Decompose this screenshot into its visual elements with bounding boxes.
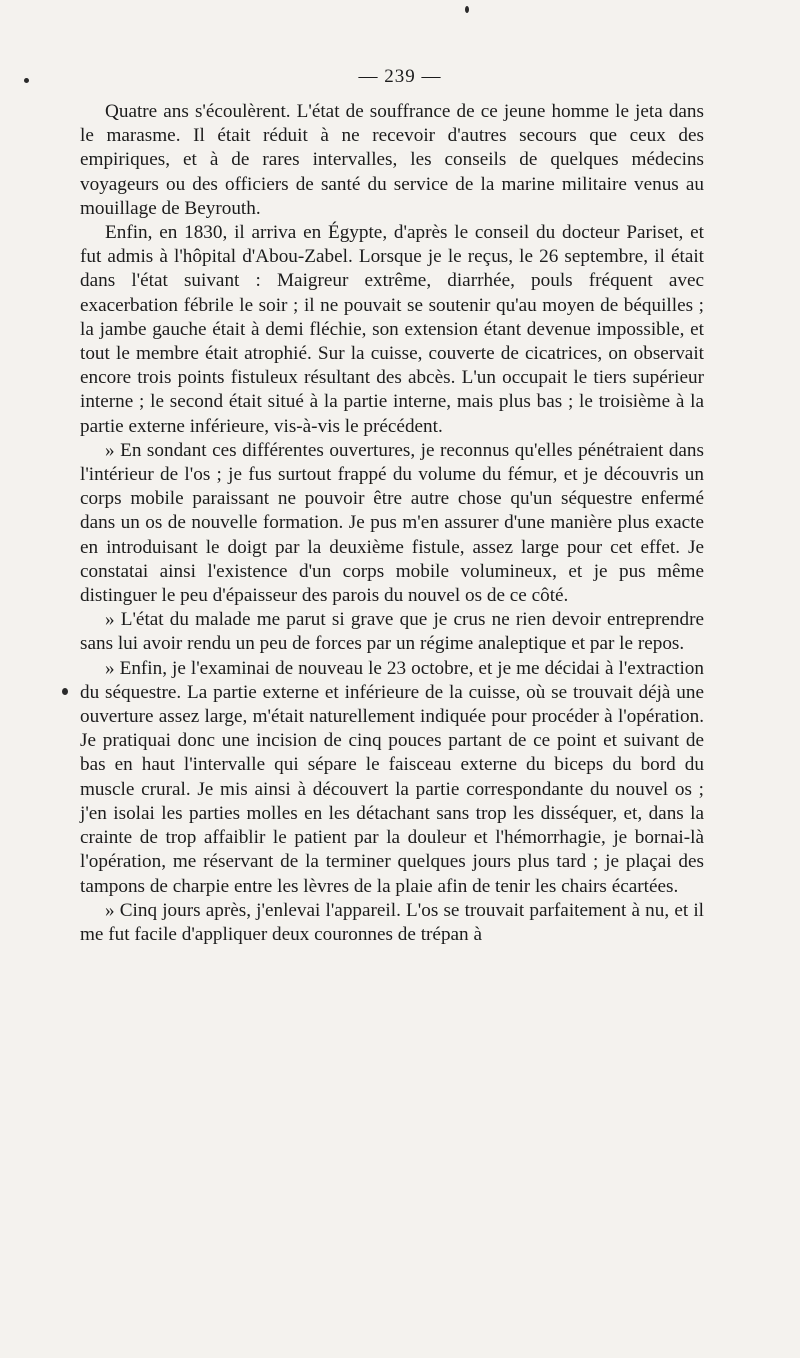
paragraph: » Cinq jours après, j'enlevai l'appareil. L'os se trouvait parfaitement à nu, et il me fut facile d'appliquer deux couronnes de trépan à [80, 899, 704, 945]
paragraph: » L'état du malade me parut si grave que je crus ne rien devoir entreprendre sans lui avoir rendu un peu de forces par un régime analeptique et par le repos. [80, 609, 704, 655]
paragraph: » Enfin, je l'examinai de nouveau le 23 octobre, et je me décidai à l'extraction du séquestre. La partie externe et inférieure de la cuisse, où se trouvait déjà une ouverture assez large, m'était naturellement indiquée pour procéder à l'opération. Je pratiquai donc une incision de cinq pouces partant de ce point et suivant de bas en haut l'intervalle qui sépare le faisceau externe du biceps du bord du muscle crural. Je mis ainsi à découvert la partie correspondante du nouvel os ; j'en isolai les parties molles en les détachant sans trop les disséquer, et, dans la crainte de trop affaiblir le patient par la douleur et l'hémorrhagie, je bornai-là l'opération, me réservant de la terminer quelques jours plus tard ; je plaçai des tampons de charpie entre les lèvres de la plaie afin de tenir les chairs écartées. [80, 657, 704, 897]
paragraph: » En sondant ces différentes ouvertures, je reconnus qu'elles pénétraient dans l'intérieur de l'os ; je fus surtout frappé du volume du fémur, et je découvris un corps mobile paraissant ne pouvoir être autre chose qu'un séquestre enfermé dans un os de nouvelle formation. Je pus m'en assurer d'une manière plus exacte en introduisant le doigt par la deuxième fistule, assez large pour cet effet. Je constatai ainsi l'existence d'un corps mobile volumineux, et je pus même distinguer le peu d'épaisseur des parois du nouvel os de ce côté. [80, 439, 704, 607]
ink-speck [465, 6, 469, 13]
ink-speck [62, 688, 68, 695]
paragraph: Quatre ans s'écoulèrent. L'état de souffrance de ce jeune homme le jeta dans le marasme. Il était réduit à ne recevoir d'autres secours que ceux des empiriques, et à de rares intervalles, les conseils de quelques médecins voyageurs ou des officiers de santé du service de la marine militaire venus au mouillage de Beyrouth. [80, 101, 704, 219]
paragraph: Enfin, en 1830, il arriva en Égypte, d'après le conseil du docteur Pariset, et fut admis à l'hôpital d'Abou-Zabel. Lorsque je le reçus, le 26 septembre, il était dans l'état suivant : Maigreur extrême, diarrhée, pouls fréquent avec exacerbation fébrile le soir ; il ne pouvait se soutenir qu'au moyen de béquilles ; la jambe gauche était à demi fléchie, son extension étant devenue impossible, et tout le membre était atrophié. Sur la cuisse, couverte de cicatrices, on observait encore trois points fistuleux résultant des abcès. L'un occupait le tiers supérieur interne ; le second était situé à la partie interne, mais plus bas ; le troisième à la partie externe inférieure, vis-à-vis le précédent. [80, 222, 704, 437]
page-number: — 239 — [358, 66, 442, 87]
body-text [80, 100, 704, 947]
